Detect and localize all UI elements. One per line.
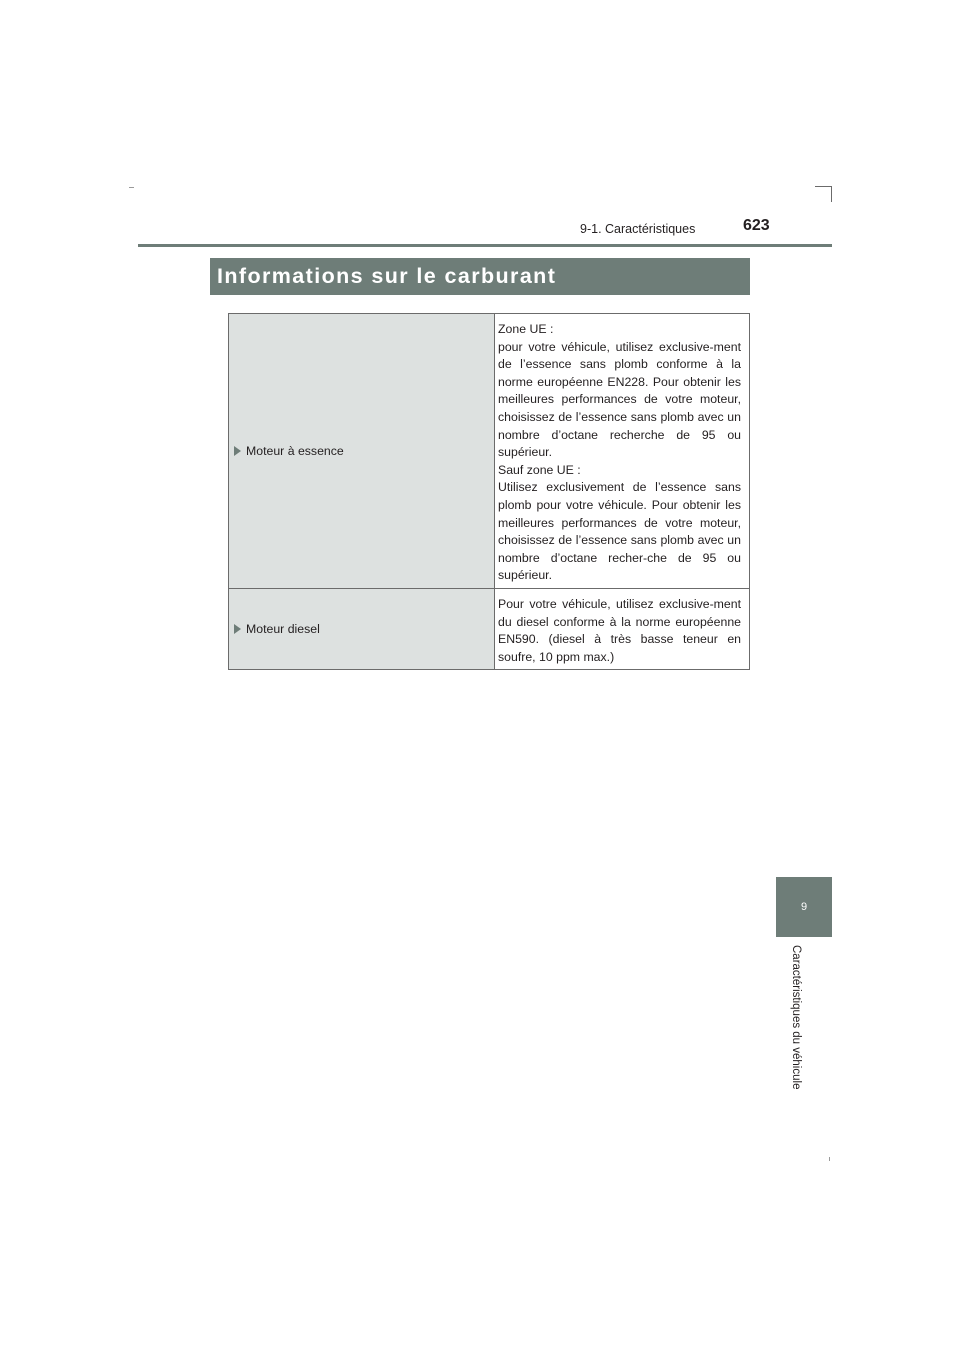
table-row-diesel — [229, 588, 750, 669]
triangle-right-icon — [234, 446, 241, 456]
description-paragraph: Utilisez exclusivement de l’essence sans plomb pour votre véhicule. Pour obtenir les meilleures performances de votre moteur, choisissez de l’essence sans plomb avec un nombre d’octane recher-che de 95 ou supérieur. — [498, 480, 741, 583]
header-rule — [138, 244, 832, 247]
page-number: 623 — [743, 217, 770, 234]
row-label: Moteur diesel — [246, 622, 320, 637]
row-description-cell — [495, 314, 750, 589]
row-label-cell — [229, 588, 495, 669]
chapter-number: 9 — [800, 901, 808, 913]
section-title: Informations sur le carburant — [217, 264, 557, 288]
description-paragraph: pour votre véhicule, utilisez exclusive-ment de l’essence sans plomb conforme à la norme européenne EN228. Pour obtenir les meilleures performances de votre moteur, choisissez de l’essence sans plomb avec un nombre d’octane recherche de 95 ou supérieur. — [498, 339, 741, 460]
crop-mark-bottom-right — [829, 1157, 830, 1161]
row-label: Moteur à essence — [246, 443, 344, 458]
table-row-petrol — [229, 314, 750, 589]
triangle-right-icon — [234, 624, 241, 634]
section-label: 9-1. Caractéristiques — [580, 222, 696, 236]
crop-mark-top-right-horizontal — [815, 186, 832, 187]
description-paragraph: Pour votre véhicule, utilisez exclusive-ment du diesel conforme à la norme européenne EN590. (diesel à très basse teneur en soufre, 10 ppm max.) — [498, 596, 741, 664]
chapter-title-vertical: Caractéristiques du véhicule — [790, 945, 802, 1090]
chapter-tab — [776, 877, 832, 937]
crop-mark-top-right-vertical — [831, 186, 832, 202]
description-paragraph: Sauf zone UE : — [498, 462, 581, 477]
fuel-table — [228, 313, 750, 670]
row-label-cell — [229, 314, 495, 589]
crop-mark-top-left — [129, 187, 134, 188]
description-paragraph: Zone UE : — [498, 322, 554, 336]
section-title-bar — [210, 258, 750, 295]
row-description-cell — [495, 588, 750, 669]
